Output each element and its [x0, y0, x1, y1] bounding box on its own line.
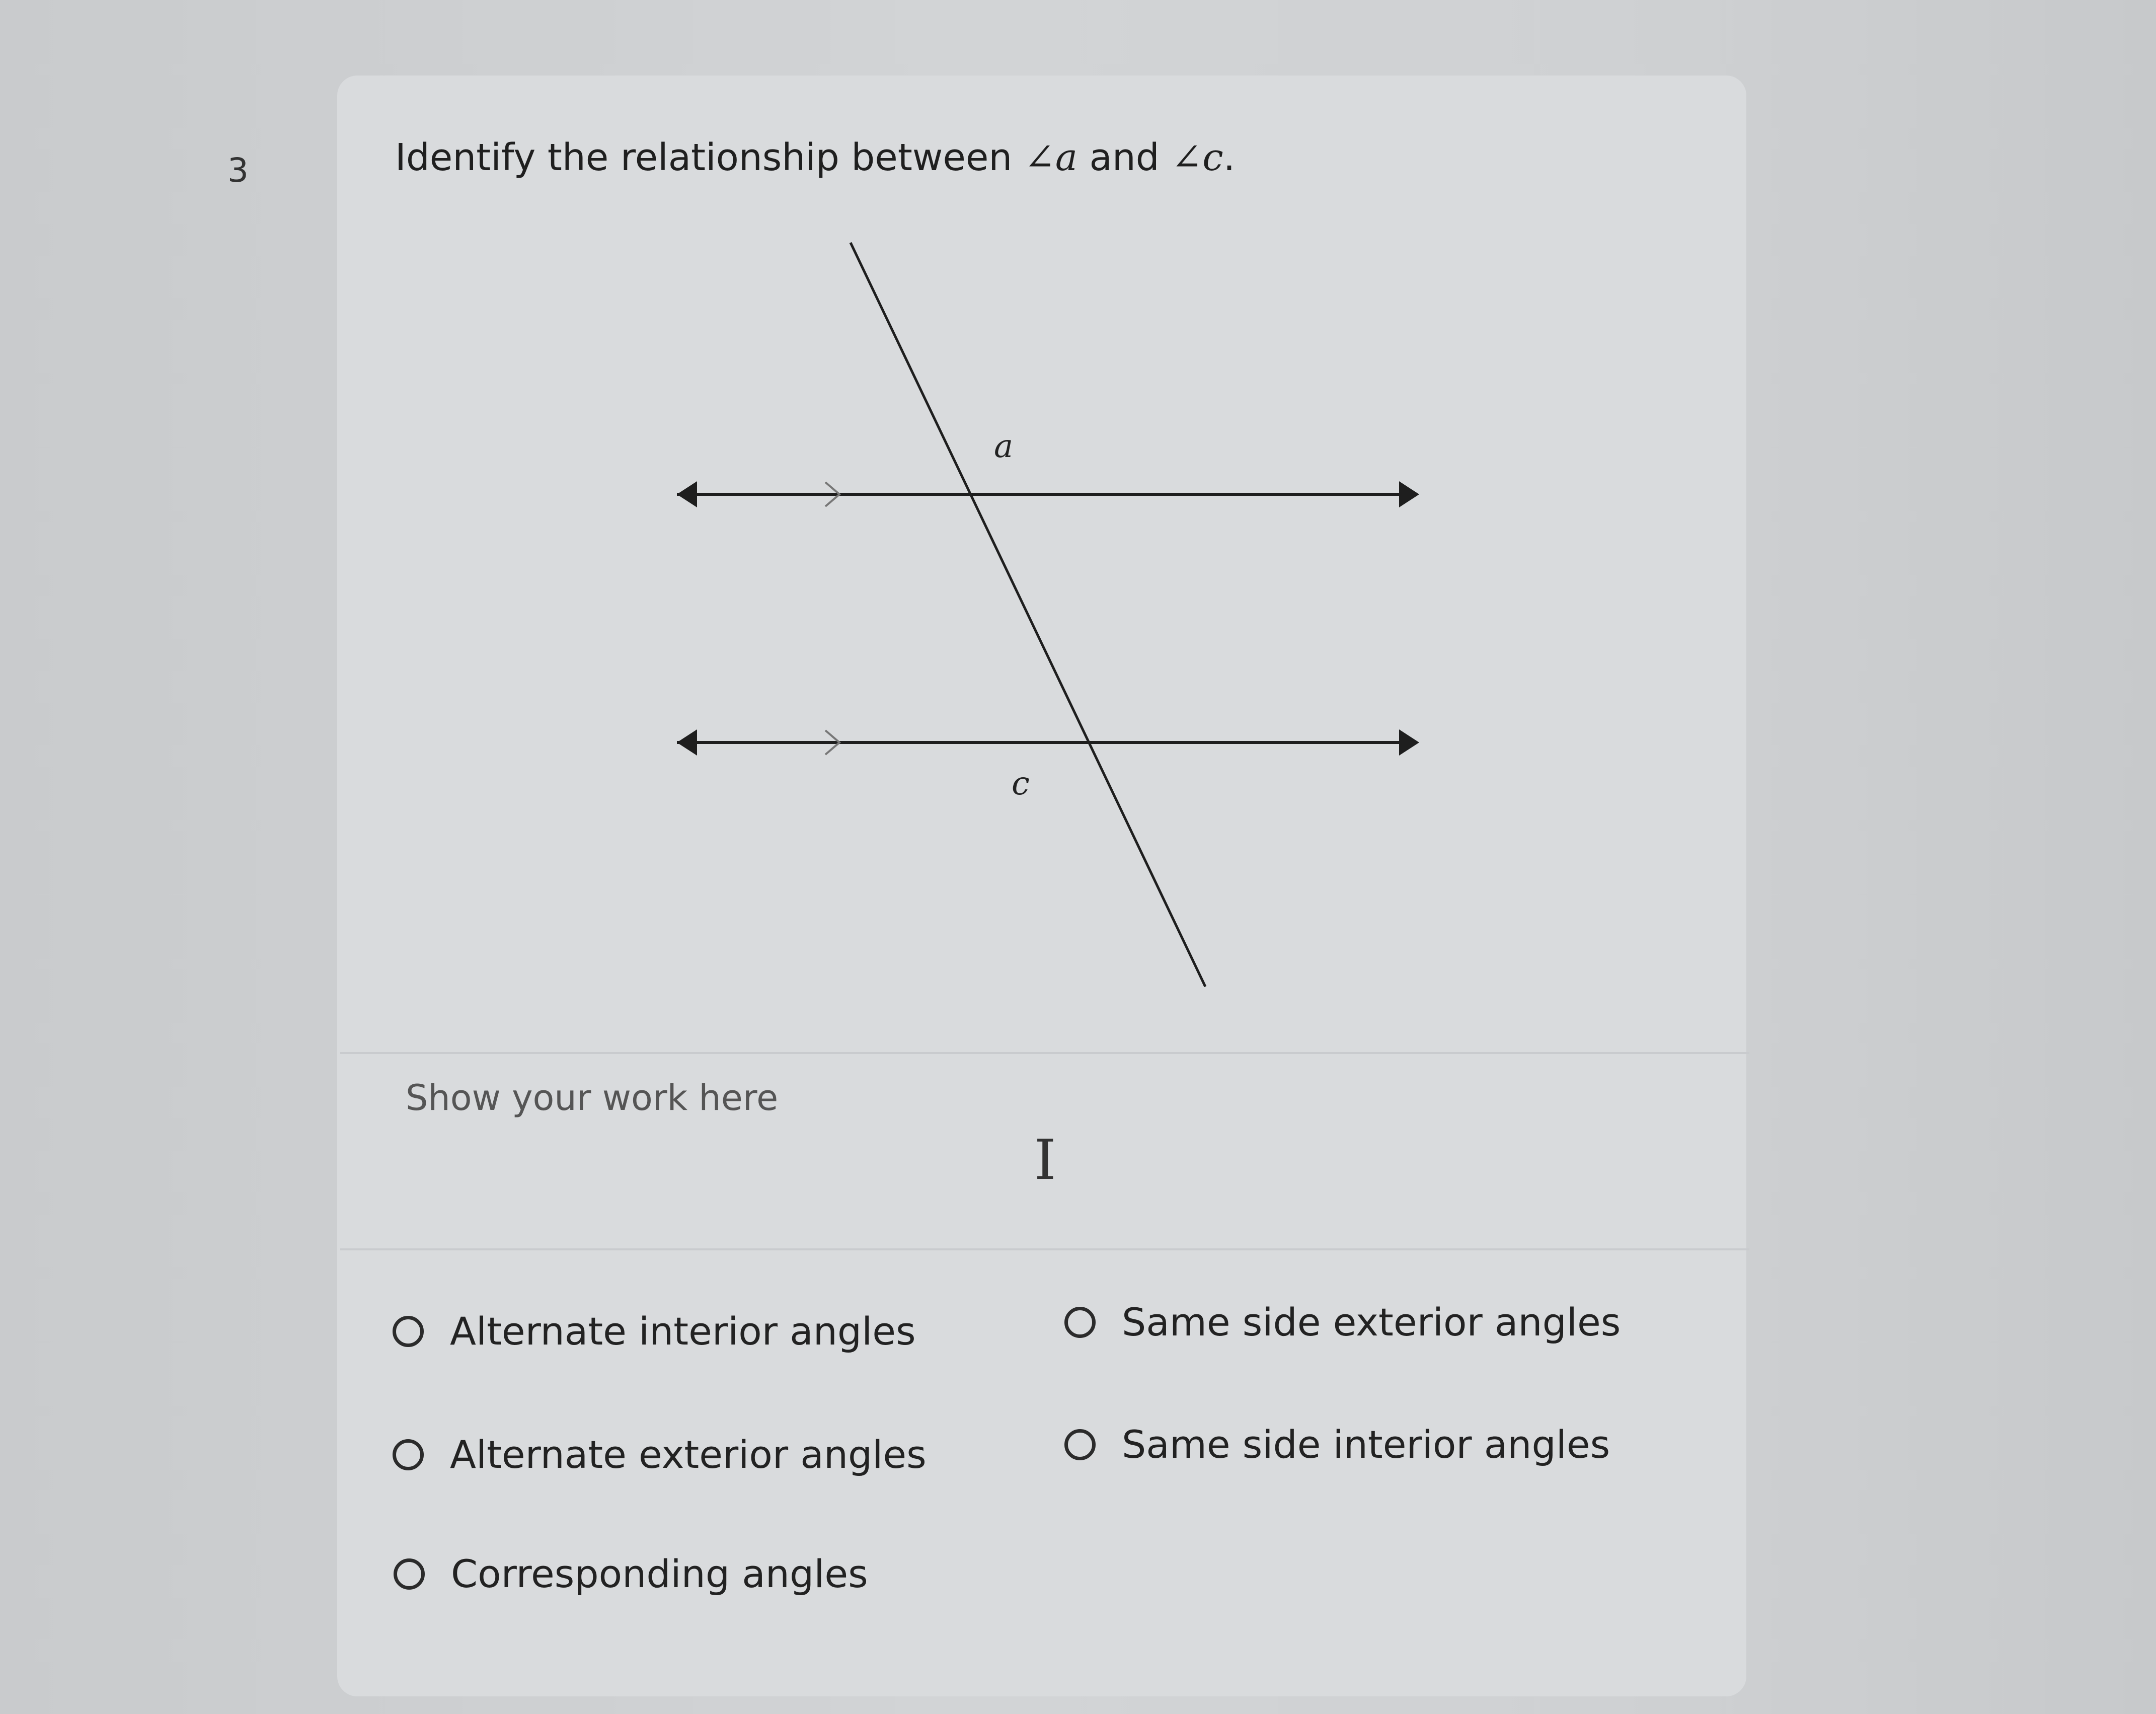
angle-c-label: c — [1012, 765, 1030, 802]
text-cursor-icon: I — [1034, 1128, 1056, 1192]
answer-options — [393, 1300, 1701, 1661]
divider-top — [340, 1052, 1749, 1054]
angle-a-symbol: ∠a — [1024, 136, 1077, 179]
angle-a-label: a — [994, 428, 1014, 465]
option-label: Alternate interior angles — [450, 1309, 916, 1354]
option-alternate-interior[interactable] — [393, 1309, 916, 1354]
option-same-side-exterior[interactable] — [1064, 1300, 1621, 1345]
radio-button-icon[interactable] — [393, 1439, 424, 1470]
transversal-line — [851, 243, 1205, 987]
option-label: Corresponding angles — [451, 1551, 868, 1596]
option-corresponding[interactable] — [394, 1551, 868, 1596]
radio-button-icon[interactable] — [394, 1558, 425, 1590]
angle-c-symbol: ∠c — [1171, 136, 1223, 179]
show-work-placeholder: Show your work here — [406, 1077, 779, 1119]
option-label: Same side interior angles — [1122, 1422, 1610, 1467]
prompt-prefix: Identify the relationship between — [395, 136, 1024, 179]
option-alternate-exterior[interactable] — [393, 1432, 927, 1477]
parallel-lines-transversal-figure — [654, 232, 1439, 997]
question-prompt — [395, 136, 1235, 179]
option-same-side-interior[interactable] — [1064, 1422, 1610, 1467]
upper-parallel-line — [677, 481, 1419, 507]
radio-button-icon[interactable] — [1064, 1307, 1096, 1338]
question-number: 3 — [227, 151, 249, 190]
prompt-middle: and — [1077, 136, 1172, 179]
option-label: Alternate exterior angles — [450, 1432, 927, 1477]
divider-bottom — [340, 1248, 1749, 1250]
option-label: Same side exterior angles — [1122, 1300, 1621, 1345]
radio-button-icon[interactable] — [1064, 1429, 1096, 1460]
lower-parallel-line — [677, 729, 1419, 756]
prompt-suffix: . — [1223, 136, 1236, 179]
radio-button-icon[interactable] — [393, 1316, 424, 1347]
